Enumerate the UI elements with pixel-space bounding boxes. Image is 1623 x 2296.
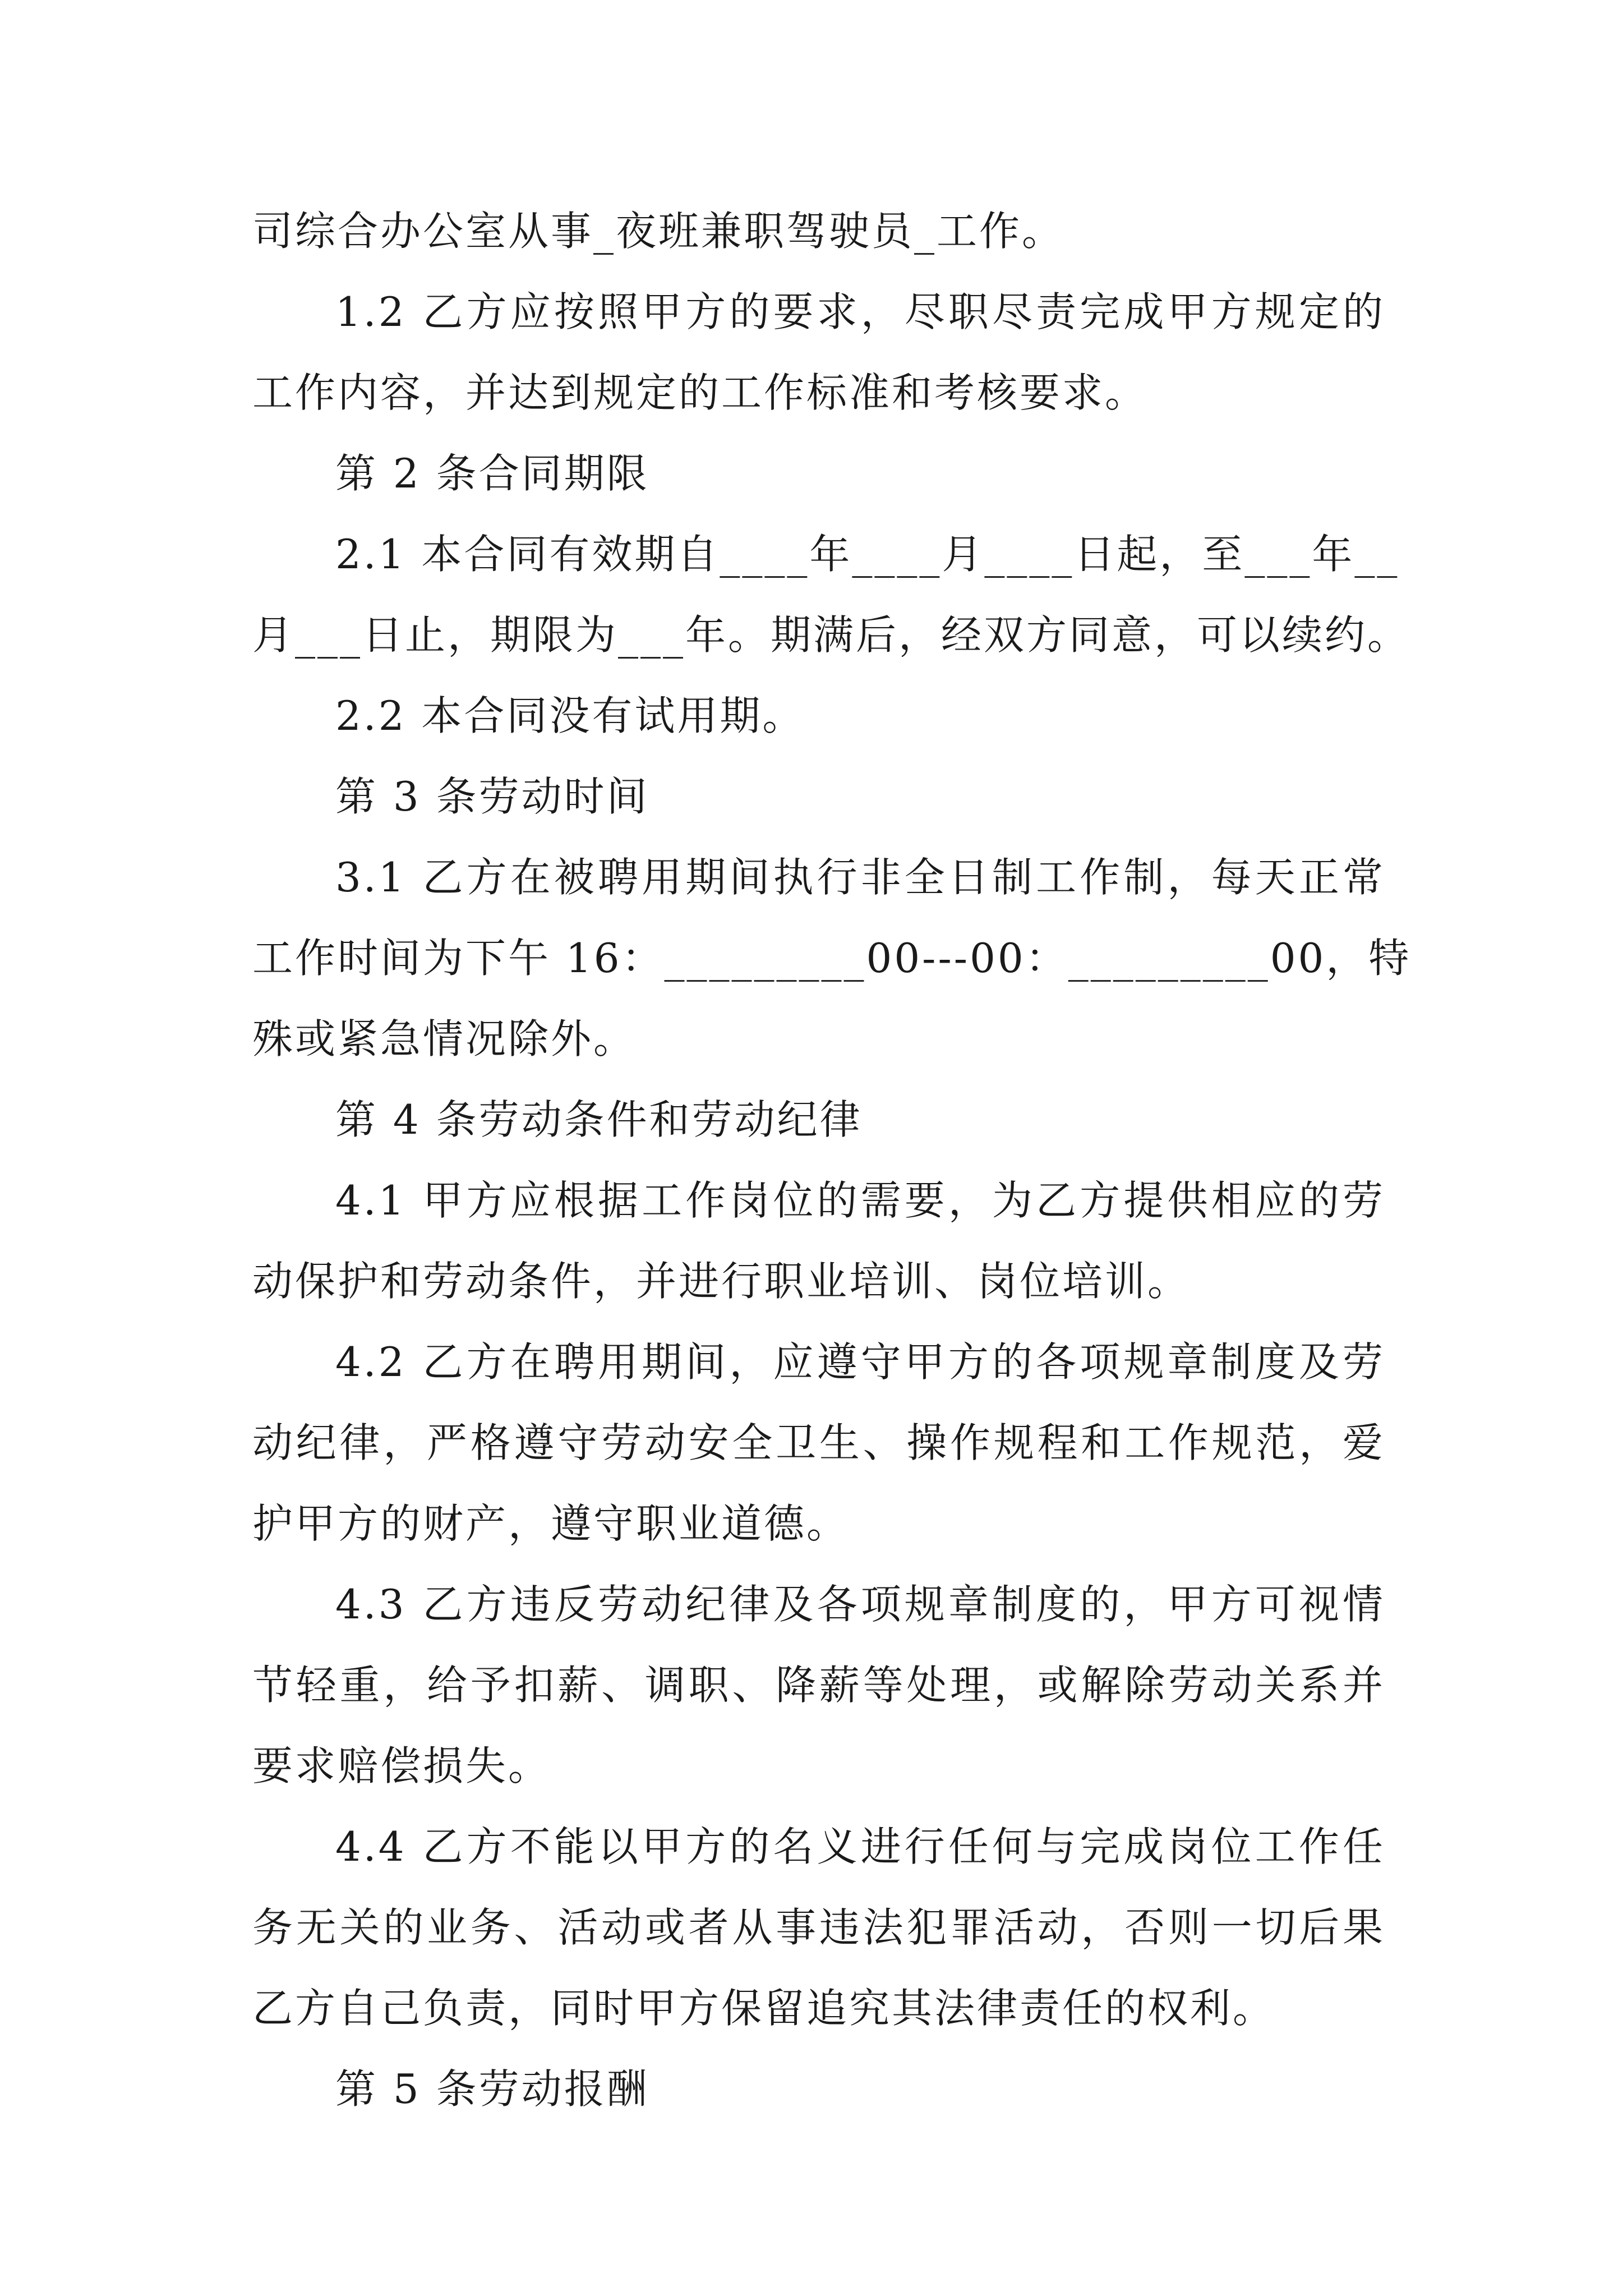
text-line: 乙方自己负责，同时甲方保留追究其法律责任的权利。 (252, 1985, 1276, 2032)
text-line: 3.1 乙方在被聘用期间执行非全日制工作制，每天正常 (335, 854, 1385, 901)
text-line: 节轻重，给予扣薪、调职、降薪等处理，或解除劳动关系并 (252, 1662, 1385, 1709)
text-line: 动保护和劳动条件，并进行职业培训、岗位培训。 (252, 1258, 1191, 1305)
section-heading: 第 2 条合同期限 (335, 450, 649, 497)
text-line: 1.2 乙方应按照甲方的要求，尽职尽责完成甲方规定的 (335, 288, 1385, 335)
text-line: 护甲方的财产，遵守职业道德。 (252, 1500, 850, 1547)
section-heading: 第 4 条劳动条件和劳动纪律 (335, 1096, 863, 1143)
text-line: 4.1 甲方应根据工作岗位的需要，为乙方提供相应的劳 (335, 1177, 1385, 1224)
section-heading: 第 3 条劳动时间 (335, 773, 649, 820)
text-line: 2.2 本合同没有试用期。 (335, 692, 805, 739)
text-line: 务无关的业务、活动或者从事违法犯罪活动，否则一切后果 (252, 1904, 1385, 1951)
text-line: 月___日止，期限为___年。期满后，经双方同意，可以续约。 (252, 611, 1410, 659)
text-line: 4.2 乙方在聘用期间，应遵守甲方的各项规章制度及劳 (335, 1338, 1385, 1386)
text-line: 司综合办公室从事_夜班兼职驾驶员_工作。 (252, 208, 1065, 255)
text-line: 动纪律，严格遵守劳动安全卫生、操作规程和工作规范，爱 (252, 1419, 1385, 1466)
text-line: 4.4 乙方不能以甲方的名义进行任何与完成岗位工作任 (335, 1823, 1385, 1870)
text-line: 4.3 乙方违反劳动纪律及各项规章制度的，甲方可视情 (335, 1581, 1385, 1628)
document-page (252, 191, 1412, 2129)
section-heading: 第 5 条劳动报酬 (335, 2065, 649, 2113)
text-line: 2.1 本合同有效期自____年____月____日起，至___年__ (335, 531, 1400, 578)
text-line: 殊或紧急情况除外。 (252, 1015, 637, 1062)
text-line: 工作内容，并达到规定的工作标准和考核要求。 (252, 369, 1148, 416)
text-line: 工作时间为下午 16：_________00---00：_________00，特 (252, 935, 1412, 982)
text-line: 要求赔偿损失。 (252, 1742, 551, 1789)
